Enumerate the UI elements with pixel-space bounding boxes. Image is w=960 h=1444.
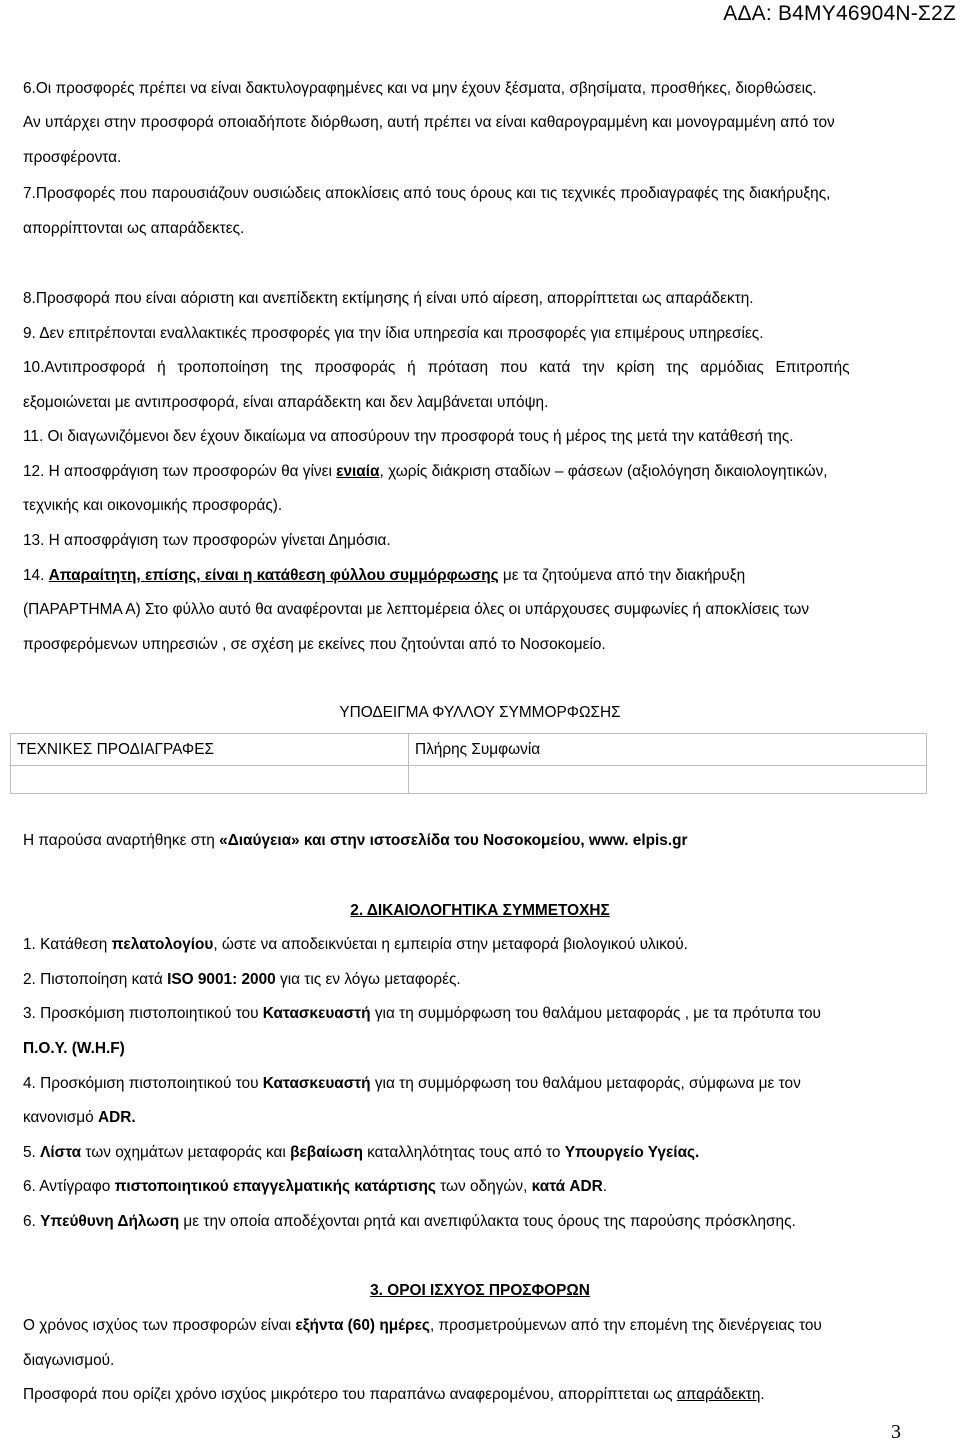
table-cell-empty [11, 766, 409, 794]
item-text: για τη συμμόρφωση του θαλάμου μεταφοράς , με τα πρότυπα του [370, 1005, 821, 1022]
ada-code: ΑΔΑ: Β4ΜΥ46904Ν-Σ2Ζ [723, 2, 956, 25]
paragraph-text: . [760, 1386, 765, 1403]
item-emphasis: Υπουργείο Υγείας. [564, 1144, 700, 1161]
section-2-heading [0, 894, 960, 929]
item-emphasis: ISO 9001: 2000 [167, 971, 276, 988]
item-text: , ώστε να αποδεικνύεται η εμπειρία στην μεταφορά βιολογικού υλικού. [213, 936, 688, 953]
compliance-table [10, 733, 927, 794]
paragraph-text: Ο χρόνος ισχύος των προσφορών είναι [23, 1317, 296, 1334]
term-12-line-2: τεχνικής και οικονομικής προσφοράς). [23, 497, 283, 514]
section-2-item-3 [23, 997, 943, 1032]
item-text: 3. Προσκόμιση πιστοποιητικού του [23, 1005, 263, 1022]
section-2-item-5 [23, 1136, 943, 1171]
item-emphasis: Λίστα [40, 1144, 82, 1161]
paragraph-text: , προσμετρούμενων από την επομένη της διενέργειας του [429, 1317, 822, 1334]
section-3-paragraph-2 [23, 1378, 943, 1413]
term-14-emphasis: Απαραίτητη, επίσης, είναι η κατάθεση φύλλου συμμόρφωσης [48, 567, 499, 584]
paragraph-emphasis: εξήντα (60) ημέρες [295, 1317, 430, 1334]
section-2-item-7 [23, 1205, 943, 1240]
section-2-item-6 [23, 1170, 943, 1205]
item-text: των οχημάτων μεταφοράς και [81, 1144, 291, 1161]
table-cell-specs: ΤΕΧΝΙΚΕΣ ΠΡΟΔΙΑΓΡΑΦΕΣ [11, 734, 409, 766]
table-cell-empty [409, 766, 927, 794]
section-2-item-4-line-2 [23, 1101, 943, 1136]
section-3-paragraph-1-line-2: διαγωνισμού. [23, 1352, 115, 1369]
posted-note [23, 824, 943, 859]
term-14-text: με τα ζητούμενα από την διακήρυξη [498, 567, 746, 584]
item-emphasis: πελατολογίου [111, 936, 214, 953]
term-6-line-2: Αν υπάρχει στην προσφορά οποιαδήποτε διόρθωση, αυτή πρέπει να είναι καθαρογραμμένη και μονογραμμένη από τον [23, 114, 835, 131]
table-row [11, 766, 927, 794]
section-3-paragraph-1 [23, 1309, 943, 1344]
item-text: 6. [23, 1213, 41, 1230]
page-number: 3 [891, 1421, 901, 1443]
paragraph-underlined: απαράδεκτη [676, 1386, 761, 1403]
table-cell-agreement: Πλήρης Συμφωνία [409, 734, 927, 766]
item-emphasis: πιστοποιητικού επαγγελματικής κατάρτισης [114, 1178, 436, 1195]
section-2-item-2 [23, 963, 943, 998]
term-13: 13. Η αποσφράγιση των προσφορών γίνεται Δημόσια. [23, 532, 391, 549]
item-text: 4. Προσκόμιση πιστοποιητικού του [23, 1075, 263, 1092]
term-11: 11. Οι διαγωνιζόμενοι δεν έχουν δικαίωμα να αποσύρουν την προσφορά τους ή μέρος της μετά την κατάθεσή της. [23, 428, 794, 445]
term-7-line-2: απορρίπτονται ως απαράδεκτες. [23, 220, 245, 237]
term-14-line-2: (ΠΑΡΑΡΤΗΜΑ Α) Στο φύλλο αυτό θα αναφέρονται με λεπτομέρεια όλες οι υπάρχουσες συμφωνίες ή αποκλίσεις των [23, 601, 810, 618]
term-12-text-end: , χωρίς διάκριση σταδίων – φάσεων (αξιολόγηση δικαιολογητικών, [379, 463, 828, 480]
item-emphasis: Κατασκευαστή [262, 1075, 371, 1092]
item-emphasis: Κατασκευαστή [262, 1005, 371, 1022]
compliance-title: ΥΠΟΔΕΙΓΜΑ ΦΥΛΛΟΥ ΣΥΜΜΟΡΦΩΣΗΣ [339, 704, 621, 721]
item-text: καταλληλότητας τους από το [362, 1144, 565, 1161]
item-text: . [602, 1178, 608, 1195]
item-text: 1. Κατάθεση [23, 936, 112, 953]
term-9: 9. Δεν επιτρέπονται εναλλακτικές προσφορές για την ίδια υπηρεσία και προσφορές για επιμέρους υπηρεσίες. [23, 325, 764, 342]
term-12-text: 12. Η αποσφράγιση των προσφορών θα γίνει [23, 463, 337, 480]
term-8: 8.Προσφορά που είναι αόριστη και ανεπίδεκτη εκτίμησης ή είναι υπό αίρεση, απορρίπτεται ως απαράδεκτη. [23, 290, 754, 307]
term-6-line-1: 6.Οι προσφορές πρέπει να είναι δακτυλογραφημένες και να μην έχουν ξέσματα, σβησίματα, προσθήκες, διορθώσεις. [23, 80, 817, 97]
item-text: κανονισμό [23, 1109, 98, 1126]
item-emphasis: κατά ADR [531, 1178, 603, 1195]
item-emphasis: Υπεύθυνη Δήλωση [40, 1213, 180, 1230]
section-2-item-4 [23, 1067, 943, 1102]
item-text: 2. Πιστοποίηση κατά [23, 971, 168, 988]
section-2-item-1 [23, 928, 943, 963]
term-10-line-1: 10.Αντιπροσφορά ή τροποποίηση της προσφοράς ή πρόταση που κατά την κρίση της αρμόδιας Επιτροπής [23, 359, 850, 376]
term-12-emphasis: ενιαία [336, 463, 380, 480]
item-text: για τις εν λόγω μεταφορές. [275, 971, 461, 988]
item-text: 6. Αντίγραφο [23, 1178, 115, 1195]
section-2-title: 2. ΔΙΚΑΙΟΛΟΓΗΤΙΚΑ ΣΥΜΜΕΤΟΧΗΣ [350, 902, 610, 919]
term-14-number: 14. [23, 567, 49, 584]
item-text: για τη συμμόρφωση του θαλάμου μεταφοράς, σύμφωνα με τον [370, 1075, 801, 1092]
item-emphasis: βεβαίωση [290, 1144, 363, 1161]
term-10-line-2: εξομοιώνεται με αντιπροσφορά, είναι απαράδεκτη και δεν λαμβάνεται υπόψη. [23, 394, 549, 411]
item-text: με την οποία αποδέχονται ρητά και ανεπιφύλακτα τους όρους της παρούσης πρόσκλησης. [179, 1213, 796, 1230]
item-emphasis: ADR. [97, 1109, 136, 1126]
term-7-line-1: 7.Προσφορές που παρουσιάζουν ουσιώδεις αποκλίσεις από τους όρους και τις τεχνικές προδιαγραφές της διακήρυξης, [23, 185, 831, 202]
paragraph-text: Προσφορά που ορίζει χρόνο ισχύος μικρότερο του παραπάνω αναφερομένου, απορρίπτεται ως [23, 1386, 677, 1403]
term-14-line-1 [23, 559, 943, 594]
section-3-heading [0, 1274, 960, 1309]
section-2-item-3-line-2: Π.Ο.Υ. (W.H.F) [23, 1040, 125, 1057]
term-12-line-1 [23, 455, 943, 490]
posted-text: Η παρούσα αναρτήθηκε στη [23, 832, 220, 849]
term-14-line-3: προσφερόμενων υπηρεσιών , σε σχέση με εκείνες που ζητούνται από το Νοσοκομείο. [23, 636, 606, 653]
item-text: των οδηγών, [435, 1178, 532, 1195]
posted-emphasis: «Διαύγεια» και στην ιστοσελίδα του Νοσοκομείου, www. elpis.gr [219, 832, 688, 849]
section-3-title: 3. ΟΡΟΙ ΙΣΧΥΟΣ ΠΡΟΣΦΟΡΩΝ [370, 1282, 590, 1299]
table-row [11, 734, 927, 766]
term-6-line-3: προσφέροντα. [23, 149, 122, 166]
item-text: 5. [23, 1144, 41, 1161]
